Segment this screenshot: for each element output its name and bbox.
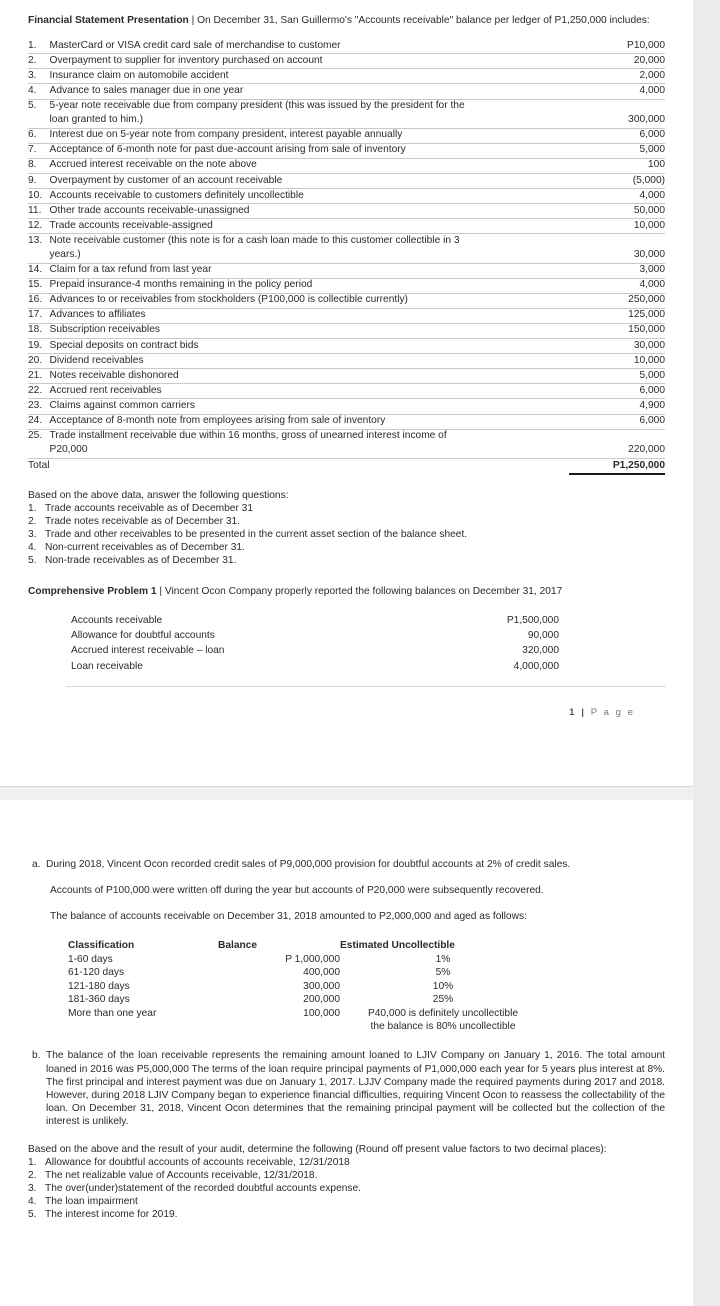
list-item-text: Trade accounts receivable as of December 31 [45,503,254,515]
ledger-row-amount: 2,000 [569,69,665,84]
intro-paragraph [28,14,665,27]
ledger-row-description: Subscription receivables [50,323,569,338]
ledger-row [28,339,665,354]
ledger-row-description: Accounts receivable to customers definitely uncollectible [50,189,569,204]
ledger-row-amount: P10,000 [569,39,665,54]
ledger-row-amount: 3,000 [569,263,665,278]
balances-row-label: Accounts receivable [71,614,163,626]
balances-row-label: Loan receivable [71,660,143,672]
balances-row-value: 90,000 [527,630,559,642]
aging-row-estimated: 5% [435,967,451,979]
ledger-row-description: Interest due on 5-year note from company president, interest payable annually [50,128,569,143]
aging-row [68,966,546,979]
ledger-row [28,263,665,278]
ledger-row-number: 25. [28,430,43,442]
ledger-row-number: 17. [28,308,50,323]
ledger-row-description: Trade accounts receivable-assigned [50,219,569,234]
ledger-row-amount [569,99,665,114]
list-item-marker: 3. [28,529,37,541]
list-item [28,554,665,567]
ledger-row-continuation [28,114,665,129]
comprehensive-title: Comprehensive Problem 1 [28,586,157,598]
ledger-row-amount: 10,000 [569,354,665,369]
aging-row-balance: 400,000 [303,967,340,979]
list-item [28,1195,665,1208]
ledger-row-number: 15. [28,278,50,293]
ledger-row-number: 8. [28,158,50,173]
ledger-row-description: Accrued rent receivables [50,384,569,399]
ledger-row-amount: (5,000) [569,174,665,189]
ledger-row-amount: 5,000 [569,143,665,158]
page-2-body [28,800,665,1221]
balances-row-value: 320,000 [522,645,559,657]
aging-row-balance: P 1,000,000 [285,954,340,966]
ledger-row [28,204,665,219]
ledger-row-number: 18. [28,323,50,338]
ledger-row [28,69,665,84]
ledger-row-description-cont: loan granted to him.) [50,114,569,129]
item-b [28,1049,665,1128]
aging-row-continuation [68,1020,546,1033]
aging-row-classification: 61-120 days [68,967,125,979]
list-item [28,1169,665,1182]
aging-row [68,993,546,1006]
ledger-row-description: Other trade accounts receivable-unassigned [50,204,569,219]
list-item-marker: 5. [28,555,37,567]
aging-row [68,980,546,993]
aging-row-estimated: 10% [432,980,454,992]
aging-row-balance: 200,000 [303,994,340,1006]
ledger-row-amount: 4,000 [569,189,665,204]
list-item-marker: 2. [28,1169,37,1181]
list-item [28,541,665,554]
ledger-row [28,39,665,54]
list-item-text: The net realizable value of Accounts receivable, 12/31/2018. [45,1169,318,1181]
aging-header-balance: Balance [218,939,258,951]
list-item-marker: 2. [28,516,37,528]
aging-row-estimated-cont: the balance is 80% uncollectible [370,1021,516,1033]
aging-table-head [68,939,546,953]
ledger-row [28,54,665,69]
ledger-row [28,189,665,204]
aging-header-row [68,939,546,953]
ledger-row-amount: 20,000 [569,54,665,69]
ledger-row [28,369,665,384]
list-item [28,528,665,541]
requirements-intro: Based on the above and the result of your audit, determine the following (Round off present value factors to two decimal places): [28,1143,607,1155]
ledger-row-number: 14. [28,263,50,278]
questions-intro: Based on the above data, answer the following questions: [28,490,289,502]
ledger-row-number: 1. [28,39,50,54]
list-item [28,1182,665,1195]
page-footer-separator: | [578,707,588,719]
aging-row [68,953,546,966]
ledger-row-number: 11. [28,204,50,219]
ledger-row-description: Acceptance of 8-month note from employees arising from sale of inventory [50,414,569,429]
page-footer [28,707,665,718]
aging-row-estimated: P40,000 is definitely uncollectible [367,1007,519,1019]
ledger-row [28,158,665,173]
ledger-row-description: Claim for a tax refund from last year [50,263,569,278]
ledger-row [28,399,665,414]
balances-row-label: Accrued interest receivable – loan [71,645,225,657]
ledger-row-description: Acceptance of 6-month note for past due-account arising from sale of inventory [50,143,569,158]
ledger-row-amount: 30,000 [569,339,665,354]
ledger-total-label: Total [28,458,50,474]
list-item-text: Allowance for doubtful accounts of accounts receivable, 12/31/2018 [45,1156,350,1168]
ledger-row-number: 10. [28,189,50,204]
ledger-row-description: Notes receivable dishonored [50,369,569,384]
list-item-marker: 5. [28,1208,37,1220]
ledger-row-amount: 150,000 [569,323,665,338]
ledger-row-description: Accrued interest receivable on the note above [50,158,569,173]
ledger-row-description: Advances to or receivables from stockholders (P100,000 is collectible currently) [50,293,569,308]
list-item-text: Trade notes receivable as of December 31. [45,516,240,528]
aging-row-classification: 121-180 days [68,980,130,992]
page-number: 1 [569,707,575,719]
ledger-row-number: 22. [28,384,50,399]
aging-table [68,939,546,1034]
ledger-row-description: Overpayment to supplier for inventory purchased on account [50,54,569,69]
ledger-row-amount: 4,000 [569,278,665,293]
ledger-row-amount: 220,000 [569,444,665,459]
ledger-row-amount [569,429,665,444]
balances-row [70,659,560,674]
ledger-row-amount: 4,000 [569,84,665,99]
item-a-text: During 2018, Vincent Ocon recorded credit sales of P9,000,000 provision for doubtful accounts at 2% of credit sales. [46,859,571,870]
list-item [28,1208,665,1221]
ledger-row-number: 24. [28,414,50,429]
ledger-row-amount: 250,000 [569,293,665,308]
ledger-row-number: 4. [28,84,50,99]
balances-row [70,643,560,658]
ledger-table [28,39,665,475]
ledger-row-amount: 5,000 [569,369,665,384]
balances-row-label: Allowance for doubtful accounts [71,630,215,642]
ledger-row-description-cont: P20,000 [50,444,569,459]
ledger-row-amount: 100 [569,158,665,173]
list-item-text: Non-current receivables as of December 31. [45,542,245,554]
ledger-row-number: 6. [28,128,50,143]
aging-row-classification: 1-60 days [68,954,113,966]
aging-row-estimated: 1% [435,954,451,966]
ledger-row-amount: 6,000 [569,414,665,429]
writeoff-paragraph: Accounts of P100,000 were written off during the year but accounts of P20,000 were subsequently recovered. [50,885,544,897]
page-word: P a g e [590,707,635,719]
comprehensive-text: Vincent Ocon Company properly reported the following balances on December 31, 2017 [164,586,563,598]
intro-separator: | [191,15,195,26]
balances-table [70,613,560,675]
ledger-row-amount: 4,900 [569,399,665,414]
ledger-row-description: Advance to sales manager due in one year [50,84,569,99]
aging-row-balance: 300,000 [303,980,340,992]
ledger-row-number: 2. [28,54,50,69]
balances-row [70,628,560,643]
ledger-row-description: Prepaid insurance-4 months remaining in the policy period [50,278,569,293]
ledger-row-description-cont: years.) [50,249,569,264]
requirements-block [28,1143,665,1221]
ledger-row [28,219,665,234]
ledger-row-amount: 6,000 [569,128,665,143]
ledger-row-description: Insurance claim on automobile accident [50,69,569,84]
list-item-marker: 4. [28,542,37,554]
list-item [28,515,665,528]
ledger-row-description: Note receivable customer (this note is for a cash loan made to this customer collectible in 3 [49,234,460,246]
ledger-row [28,429,665,444]
list-item [28,502,665,515]
horizontal-rule [66,686,666,687]
aging-row-classification: More than one year [68,1007,157,1019]
questions-block [28,489,665,567]
ledger-row-amount: 6,000 [569,384,665,399]
ledger-row-description: Trade installment receivable due within 16 months, gross of unearned interest income of [49,430,447,442]
ledger-row [28,414,665,429]
ledger-row-number: 21. [28,369,50,384]
item-a [28,858,665,871]
ledger-row-number: 3. [28,69,50,84]
aging-table-body [68,953,546,1033]
list-item-marker: 1. [28,1156,37,1168]
aging-header-estimated: Estimated Uncollectible [340,939,455,951]
aging-row [68,1007,546,1020]
ledger-row [28,99,665,114]
list-item-marker: 1. [28,503,37,515]
ledger-row [28,308,665,323]
ledger-row-amount: 10,000 [569,219,665,234]
ledger-total-amount: P1,250,000 [569,458,665,474]
ledger-row-description: Claims against common carriers [50,399,569,414]
ledger-row [28,174,665,189]
ledger-row-number: 19. [28,339,50,354]
ledger-row [28,323,665,338]
ledger-row-number: 16. [28,293,50,308]
requirements-list [28,1156,665,1221]
intro-title: Financial Statement Presentation [28,15,189,26]
ledger-row-number: 13. [28,234,43,246]
ledger-row [28,293,665,308]
list-item-marker: 4. [28,1195,37,1207]
ledger-row-amount: 125,000 [569,308,665,323]
intro-text: On December 31, San Guillermo's "Accounts receivable" balance per ledger of P1,250,000 includes: [197,15,650,26]
ledger-row-number: 12. [28,219,50,234]
ledger-row-description: 5-year note receivable due from company president (this was issued by the president for the [49,100,465,112]
item-a-marker: a. [32,859,41,870]
ledger-row [28,143,665,158]
ledger-row-description: Special deposits on contract bids [50,339,569,354]
list-item [28,1156,665,1169]
balances-row-value: 4,000,000 [513,660,559,672]
ledger-row-continuation [28,249,665,264]
ledger-row [28,84,665,99]
balances-row [70,613,560,628]
list-item-text: The over(under)statement of the recorded doubtful accounts expense. [45,1182,362,1194]
list-item-text: The loan impairment [45,1195,138,1207]
item-b-text: The balance of the loan receivable represents the remaining amount loaned to LJIV Company on January 1, 2016. The total amount loaned in 2016 was P5,000,000 The terms of the loan require principal payments of P1,000,000 each year for 5 years plus interest at 8%. The first principal and interest payment was due on January 1, 2017. LJJV Company made the required payments during 2017 and 2018. However, during 2018 LJIV Company began to experience financial difficulties, requiring Vincent Ocon to reassess the collectability of the loan. On December 31, 2018, Vincent Ocon determines that the remaining principal payment will be collected but the collection of the interest is unlikely. [46,1050,665,1128]
page-break-gap [0,786,693,800]
list-item-text: Non-trade receivables as of December 31. [45,555,237,567]
aging-intro-paragraph: The balance of accounts receivable on December 31, 2018 amounted to P2,000,000 and aged as follows: [50,911,527,923]
ledger-table-body [28,39,665,474]
ledger-row [28,128,665,143]
comprehensive-problem-heading [28,585,665,598]
ledger-row-amount: 30,000 [569,249,665,264]
ledger-row-number: 9. [28,174,50,189]
list-item-text: Trade and other receivables to be presented in the current asset section of the balance sheet. [45,529,468,541]
aging-row-balance: 100,000 [303,1007,340,1019]
ledger-row-amount: 300,000 [569,114,665,129]
list-item-text: The interest income for 2019. [45,1208,178,1220]
ledger-row-number: 23. [28,399,50,414]
ledger-row-continuation [28,444,665,459]
aging-header-classification: Classification [68,939,135,951]
ledger-row-description: Dividend receivables [50,354,569,369]
ledger-row [28,234,665,249]
ledger-row [28,278,665,293]
ledger-row-number: 7. [28,143,50,158]
ledger-row [28,354,665,369]
item-b-marker: b. [32,1050,41,1062]
balances-table-body [70,613,560,675]
comprehensive-separator: | [159,586,163,598]
ledger-row [28,384,665,399]
ledger-row-description: Overpayment by customer of an account receivable [50,174,569,189]
ledger-row-amount: 50,000 [569,204,665,219]
ledger-total-row [28,458,665,474]
aging-row-estimated: 25% [432,994,454,1006]
ledger-row-description: Advances to affiliates [50,308,569,323]
aging-row-classification: 181-360 days [68,994,130,1006]
document-page-2 [0,800,693,1306]
ledger-row-amount [569,234,665,249]
list-item-marker: 3. [28,1182,37,1194]
ledger-row-description: MasterCard or VISA credit card sale of merchandise to customer [50,39,569,54]
balances-row-value: P1,500,000 [506,614,559,626]
ledger-row-number: 20. [28,354,50,369]
questions-list [28,502,665,567]
ledger-row-number: 5. [28,100,37,112]
